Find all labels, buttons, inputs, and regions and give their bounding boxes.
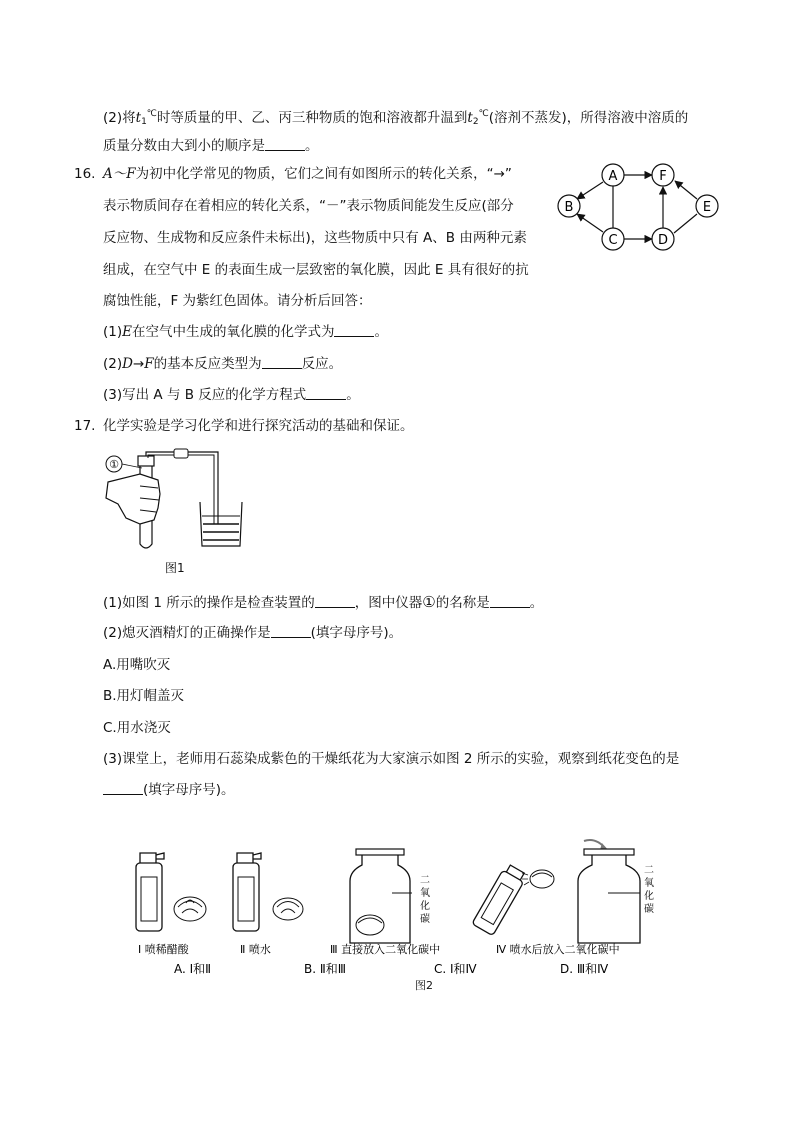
q17-text: 。 — [529, 595, 544, 611]
q16-text: 。 — [346, 387, 360, 403]
t2-unit: ℃ — [478, 109, 489, 119]
q17-intro: 化学实验是学习化学和进行探究活动的基础和保证。 — [103, 418, 414, 434]
q17-option-c: C.用水浇灭 — [103, 720, 171, 736]
flower-4 — [522, 870, 554, 888]
stopper — [138, 456, 154, 466]
q17-number: 17. — [74, 418, 96, 434]
co2-label-3: 二氧化碳 — [420, 875, 430, 925]
flower-1 — [174, 897, 206, 921]
sprayer-4 — [472, 863, 528, 936]
q17-text: (1)如图 1 所示的操作是检查装置的 — [103, 595, 315, 611]
q16-number: 16. — [74, 166, 96, 182]
co2-label-4: 二氧化碳 — [644, 865, 654, 915]
fig2-caption-1: Ⅰ 喷稀醋酸 — [138, 943, 189, 956]
q17-text: ，图中仪器 — [354, 595, 423, 611]
q15-text: (溶剂不蒸发)，所得溶液中溶质的 — [488, 110, 689, 126]
answer-blank[interactable] — [334, 324, 374, 337]
q15-text: 。 — [305, 138, 319, 154]
q16-f: F — [144, 356, 154, 372]
sprayer-2 — [233, 853, 261, 931]
q16-text: (2) — [103, 356, 123, 372]
fig2-caption-4: Ⅳ 喷水后放入二氧化碳中 — [496, 943, 620, 956]
q15-text: 时等质量的甲、乙、丙三种物质的饱和溶液都升温到 — [156, 110, 468, 126]
fig2-caption-3: Ⅲ 直接放入二氧化碳中 — [330, 943, 441, 956]
q17-text: (填字母序号)。 — [143, 782, 235, 798]
q15-part2-line2 — [103, 136, 319, 156]
t1-unit: ℃ — [146, 109, 157, 119]
q17-marker: ① — [422, 593, 436, 611]
fig2-choice-a: A. Ⅰ和Ⅱ — [174, 962, 212, 976]
node-c — [602, 228, 624, 250]
t2-subscript: 2 — [472, 117, 479, 127]
answer-blank[interactable] — [271, 625, 311, 638]
q16-sub3 — [103, 385, 360, 405]
q16-e: E — [122, 324, 132, 340]
svg-text:E: E — [702, 200, 712, 215]
edge-c-b — [577, 214, 603, 232]
q15-part2-line1 — [103, 104, 688, 132]
fig2-choice-d: D. Ⅲ和Ⅳ — [560, 962, 609, 976]
q16-arrow: → — [132, 356, 145, 372]
q16-line3: 反应物、生成物和反应条件未标出)，这些物质中只有 A、B 由两种元素 — [103, 230, 527, 246]
q16-text: 。 — [374, 324, 388, 340]
q16-line1 — [103, 164, 512, 184]
gas-jar-4 — [578, 849, 640, 943]
q16-text: 为初中化学常见的物质，它们之间有如图所示的转化关系，“→” — [135, 166, 512, 182]
q17-text: (2)熄灭酒精灯的正确操作是 — [103, 625, 271, 641]
answer-blank[interactable] — [490, 595, 530, 608]
q17-option-a: A.用嘴吹灭 — [103, 657, 171, 673]
svg-text:B: B — [564, 200, 574, 215]
svg-text:F: F — [659, 169, 667, 184]
q16-text: 的基本反应类型为 — [153, 356, 262, 372]
svg-text:D: D — [657, 233, 669, 248]
q17-text: 的名称是 — [435, 595, 490, 611]
answer-blank[interactable] — [103, 782, 143, 795]
q16-sub2 — [103, 354, 342, 374]
q16-line5: 腐蚀性能，F 为紫红色固体。请分析后回答： — [103, 293, 372, 309]
node-b — [558, 195, 580, 217]
q16-line4: 组成，在空气中 E 的表面生成一层致密的氧化膜，因此 E 具有很好的抗 — [103, 262, 529, 278]
svg-text:A: A — [608, 169, 618, 184]
q17-sub1 — [103, 592, 543, 613]
edge-a-b — [577, 182, 603, 199]
q17-sub2 — [103, 623, 402, 643]
answer-blank[interactable] — [315, 595, 355, 608]
q17-text: (填字母序号)。 — [310, 625, 403, 641]
q15-text: 质量分数由大到小的顺序是 — [103, 138, 265, 154]
edge-e-d — [674, 214, 697, 233]
q16-relation-diagram — [555, 158, 725, 253]
node-a — [602, 164, 624, 186]
node-f — [652, 164, 674, 186]
fig2-litmus-flower-experiment — [130, 833, 654, 983]
t2-symbol: t — [467, 110, 473, 126]
t1-subscript: 1 — [141, 117, 147, 127]
q15-text: (2)将 — [103, 110, 136, 126]
fig2-label: 图2 — [415, 979, 433, 992]
node-d — [652, 228, 674, 250]
edge-e-f — [675, 181, 697, 199]
q17-option-b: B.用灯帽盖灭 — [103, 688, 185, 704]
fig2-caption-2: Ⅱ 喷水 — [240, 943, 271, 956]
answer-blank[interactable] — [306, 387, 346, 400]
fig1-airtightness-check — [100, 446, 260, 556]
node-e — [696, 195, 718, 217]
gas-jar-3 — [350, 849, 412, 943]
sprayer-1 — [136, 853, 164, 931]
q16-text: 反应。 — [301, 356, 343, 372]
q16-line2: 表示物质间存在着相应的转化关系，“－”表示物质间能发生反应(部分 — [103, 198, 514, 214]
fig1-marker: ① — [109, 458, 119, 471]
q16-text: (1) — [103, 324, 123, 340]
q17-sub3-line2 — [103, 780, 235, 800]
fig1-label: 图1 — [165, 561, 185, 575]
fig2-choice-c: C. Ⅰ和Ⅳ — [434, 962, 477, 976]
flower-2 — [273, 898, 303, 920]
svg-text:C: C — [608, 233, 618, 248]
q16-sub1 — [103, 322, 388, 342]
answer-blank[interactable] — [265, 138, 305, 151]
q17-sub3-line1: (3)课堂上，老师用石蕊染成紫色的干燥纸花为大家演示如图 2 所示的实验，观察到纸花变色的是 — [103, 751, 680, 767]
q16-text: (3)写出 A 与 B 反应的化学方程式 — [103, 387, 307, 403]
answer-blank[interactable] — [262, 356, 302, 369]
q16-d: D — [122, 356, 133, 372]
t1-symbol: t — [135, 110, 142, 126]
fig2-choice-b: B. Ⅱ和Ⅲ — [304, 962, 347, 976]
q16-range: A～F — [103, 166, 136, 182]
q16-text: 在空气中生成的氧化膜的化学式为 — [131, 324, 335, 340]
